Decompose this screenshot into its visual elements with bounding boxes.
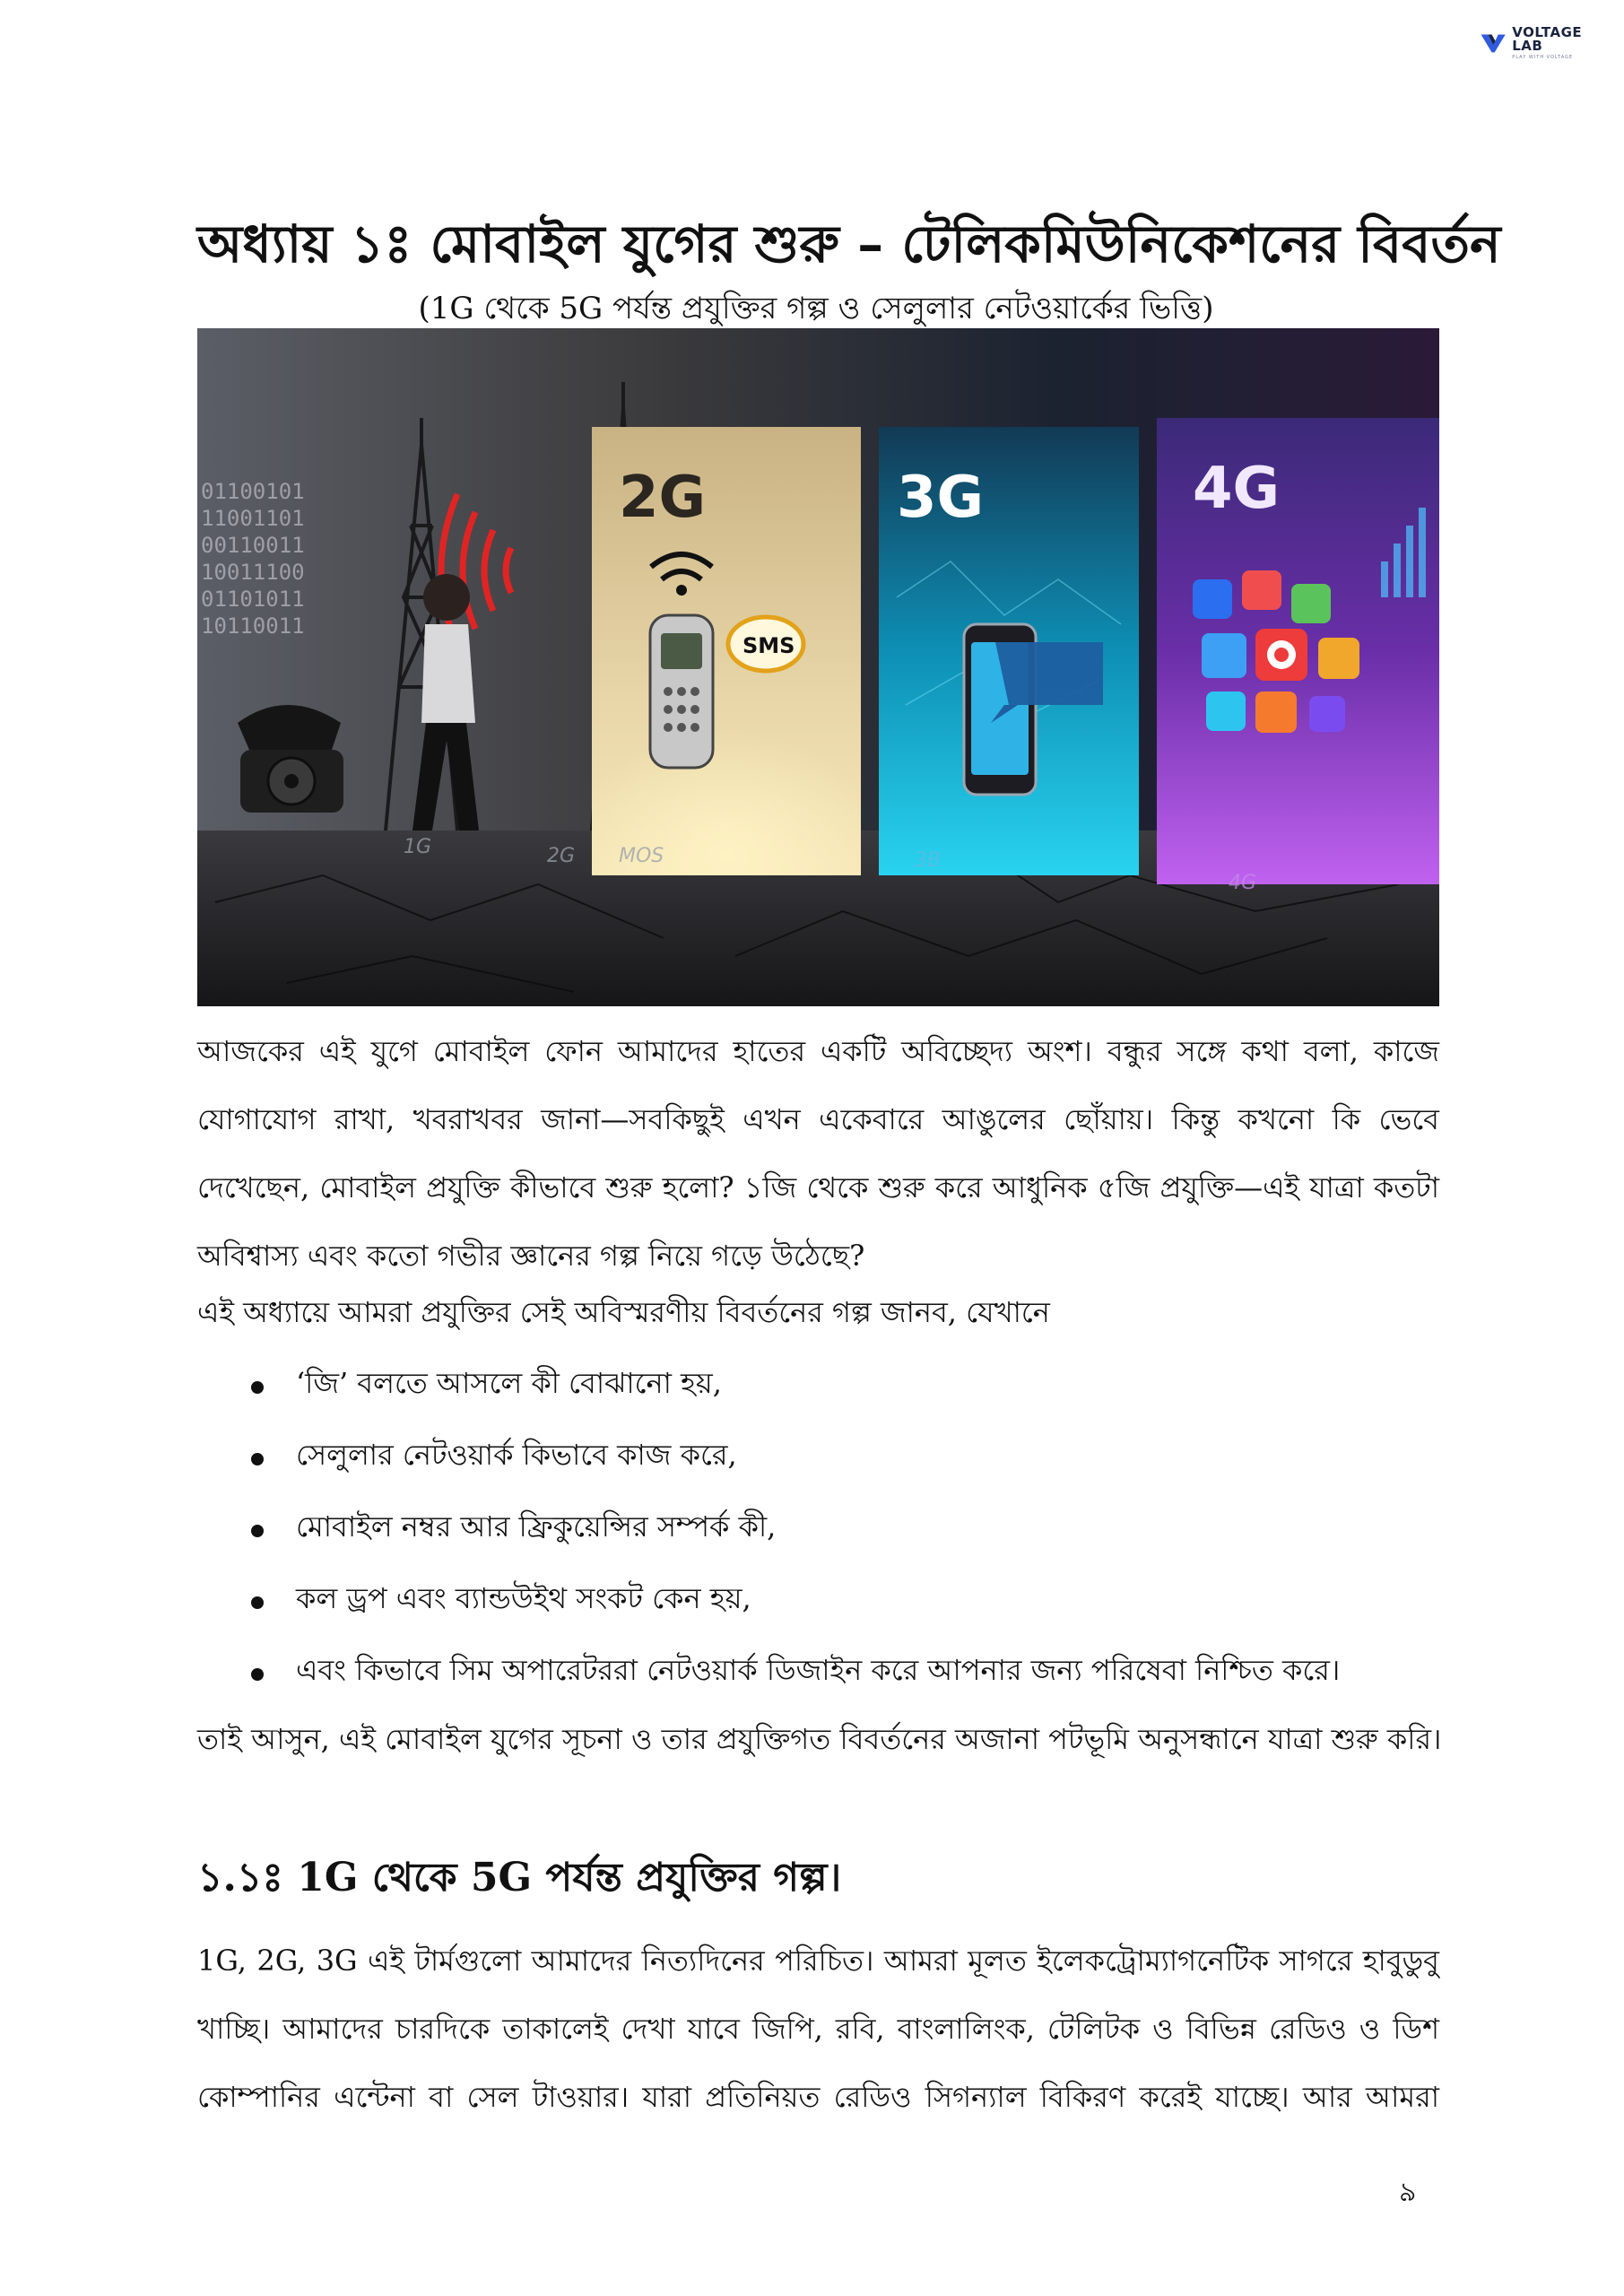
- paragraph-line: যোগাযোগ রাখা, খবরাখবর জানা—সবকিছুই এখন একেবারে আঙুলের ছোঁয়ায়। কিন্তু কখনো কি ভেবে: [197, 1102, 1439, 1136]
- logo-tagline: PLAY WITH VOLTAGE: [1512, 55, 1574, 60]
- intro-paragraph: [197, 1017, 1439, 1290]
- label-4g: 4G: [1193, 456, 1281, 522]
- list-item: [251, 1636, 1444, 1708]
- paragraph-line: আজকের এই যুগে মোবাইল ফোন আমাদের হাতের একটি অবিচ্ছেদ্য অংশ। বন্ধুর সঙ্গে কথা বলা, কাজে: [197, 1034, 1439, 1068]
- page-number: ৯: [1399, 2177, 1417, 2208]
- list-item-text: মোবাইল নম্বর আর ফ্রিকুয়েন্সির সম্পর্ক কী,: [296, 1509, 777, 1544]
- list-item-text: এবং কিভাবে সিম অপারেটররা নেটওয়ার্ক ডিজাইন করে আপনার জন্য পরিষেবা নিশ্চিত করে।: [296, 1653, 1341, 1687]
- chapter-title: অধ্যায় ১ঃ মোবাইল যুগের শুরু – টেলিকমিউনিকেশনের বিবর্তন: [197, 213, 1501, 274]
- paragraph-line: দেখেছেন, মোবাইল প্রযুক্তি কীভাবে শুরু হলো? ১জি থেকে শুরু করে আধুনিক ৫জি প্রযুক্তি—এই যাত্রা কতটা: [197, 1170, 1439, 1205]
- voltage-lab-logo: [1480, 25, 1596, 61]
- list-item-text: ‘জি’ বলতে আসলে কী বোঝানো হয়,: [296, 1366, 722, 1400]
- panel-3g: [879, 427, 1139, 875]
- binary-line: 10110011: [201, 613, 305, 639]
- floor-label: 2G: [547, 845, 576, 867]
- voltage-lab-logo-icon: [1480, 30, 1507, 57]
- binary-line: 11001101: [201, 506, 305, 531]
- bullet-icon: [251, 1453, 264, 1465]
- label-2g: 2G: [619, 465, 707, 531]
- generations-illustration: [197, 328, 1439, 1006]
- binary-line: 00110011: [201, 533, 305, 558]
- floor-label: 1G: [404, 836, 432, 858]
- hero-illustration: [197, 328, 1439, 1006]
- floor-label: 4G: [1229, 872, 1257, 894]
- section-title: ১.১ঃ 1G থেকে 5G পর্যন্ত প্রযুক্তির গল্প।: [197, 1855, 842, 1900]
- binary-line: 01101011: [201, 587, 305, 612]
- bullet-icon: [251, 1596, 264, 1609]
- binary-line: 01100101: [201, 479, 305, 504]
- section-paragraph: [197, 1926, 1439, 2131]
- panel-2g: [592, 427, 861, 875]
- list-item: [251, 1564, 1444, 1636]
- logo-name: VOLTAGE LAB: [1512, 24, 1583, 54]
- paragraph-line: কোম্পানির এন্টেনা বা সেল টাওয়ার। যারা প্রতিনিয়ত রেডিও সিগন্যাল বিকিরণ করেই যাচ্ছে। আর আমরা: [197, 2080, 1439, 2114]
- panel-4g: [1157, 418, 1439, 884]
- label-3g: 3G: [897, 465, 985, 531]
- bullet-icon: [251, 1381, 264, 1394]
- binary-line: 10011100: [201, 560, 305, 585]
- topic-list: [251, 1349, 1444, 1708]
- list-item: [251, 1349, 1444, 1421]
- list-lead-text: এই অধ্যায়ে আমরা প্রযুক্তির সেই অবিস্মরণীয় বিবর্তনের গল্প জানব, যেখানে: [197, 1295, 1050, 1329]
- bullet-icon: [251, 1525, 264, 1537]
- floor-label: 3B: [915, 849, 942, 872]
- paragraph-line: অবিশ্বাস্য এবং কতো গভীর জ্ঞানের গল্প নিয়ে গড়ে উঠেছে?: [197, 1239, 865, 1273]
- list-item: [251, 1492, 1444, 1564]
- rotary-phone-icon: [238, 705, 343, 813]
- paragraph-line: খাচ্ছি। আমাদের চারদিকে তাকালেই দেখা যাবে জিপি, রবি, বাংলালিংক, টেলিটক ও বিভিন্ন রেডিও ও ডিশ: [197, 2012, 1439, 2046]
- chapter-subtitle: (1G থেকে 5G পর্যন্ত প্রযুক্তির গল্প ও সেলুলার নেটওয়ার্কের ভিত্তি): [418, 291, 1214, 326]
- map-popup-icon: [995, 642, 1103, 705]
- floor-label: MOS: [619, 845, 664, 867]
- list-item-text: কল ড্রপ এবং ব্যান্ডউইথ সংকট কেন হয়,: [296, 1581, 751, 1615]
- label-sms: SMS: [743, 633, 795, 658]
- paragraph-line: 1G, 2G, 3G এই টার্মগুলো আমাদের নিত্যদিনের পরিচিত। আমরা মূলত ইলেকট্রোম্যাগনেটিক সাগরে হাবুডুবু: [197, 1944, 1439, 1978]
- closing-sentence: তাই আসুন, এই মোবাইল যুগের সূচনা ও তার প্রযুক্তিগত বিবর্তনের অজানা পটভূমি অনুসন্ধানে যাত্রা শুরু করি।: [197, 1722, 1442, 1756]
- list-item: [251, 1421, 1444, 1492]
- list-item-text: সেলুলার নেটওয়ার্ক কিভাবে কাজ করে,: [296, 1438, 737, 1472]
- bullet-icon: [251, 1668, 264, 1681]
